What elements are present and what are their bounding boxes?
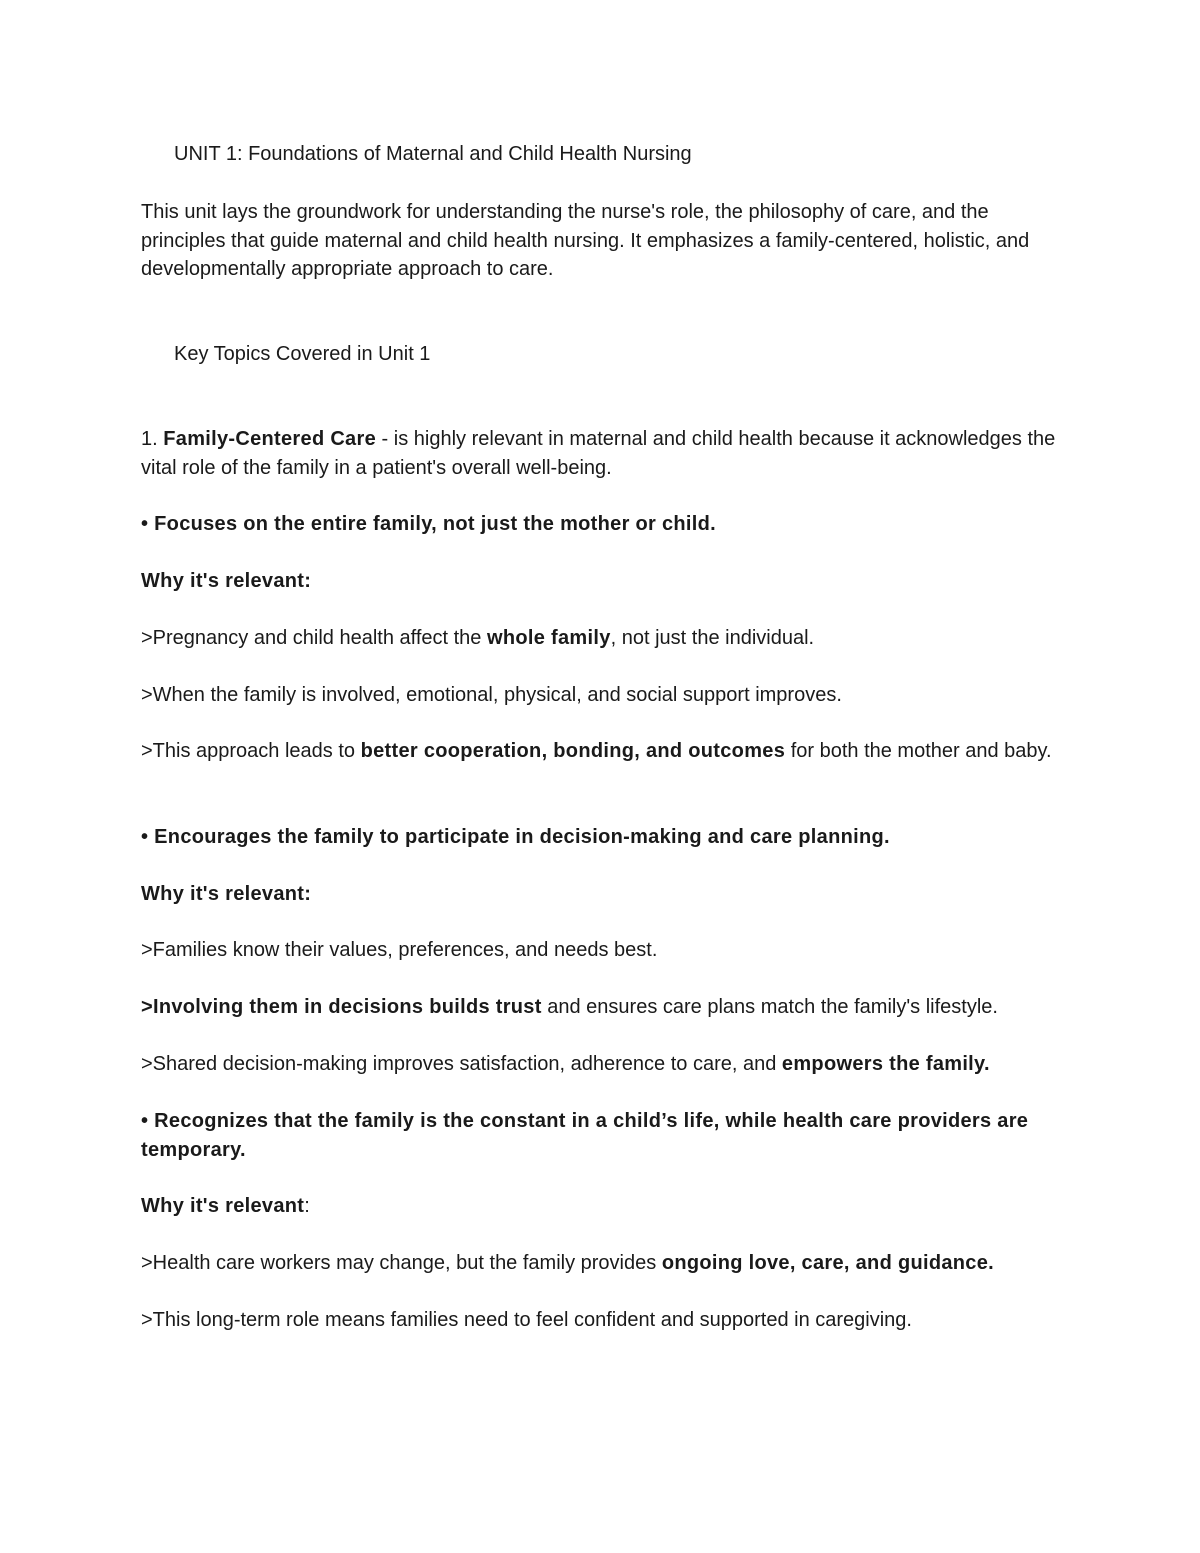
bullet-heading: • Encourages the family to participate in decision-making and care planning. [141,826,890,848]
topic-name: Family-Centered Care [163,428,376,450]
topic-1-paragraph [141,425,1071,482]
relevance-point: >Pregnancy and child health affect the whole family, not just the individual. [141,627,815,649]
why-relevant-label: Why it's relevant: [141,1195,310,1217]
relevance-point: >When the family is involved, emotional, physical, and social support improves. [141,684,842,706]
key-topics-heading: Key Topics Covered in Unit 1 [174,343,431,365]
bullet-heading: • Focuses on the entire family, not just the mother or child. [141,513,716,535]
relevance-point: >Health care workers may change, but the family provides ongoing love, care, and guidance. [141,1252,994,1274]
relevance-point: >Shared decision-making improves satisfaction, adherence to care, and empowers the family. [141,1053,990,1075]
topic-description: - is highly relevant in maternal and child health because it acknowledges the vital role of the family in a patient's overall well-being. [141,428,1056,479]
why-relevant-label: Why it's relevant: [141,570,312,592]
relevance-point: >This approach leads to better cooperation, bonding, and outcomes for both the mother and baby. [141,740,1052,762]
intro-paragraph: This unit lays the groundwork for understanding the nurse's role, the philosophy of care, and the principles that guide maternal and child health nursing. It emphasizes a family-centered, holistic, and developmentally appropriate approach to care. [141,201,1030,280]
why-relevant-label: Why it's relevant: [141,883,312,905]
topic-number: 1. [141,428,164,450]
relevance-point: >This long-term role means families need to feel confident and supported in caregiving. [141,1309,912,1331]
bullet-heading: • Recognizes that the family is the constant in a child’s life, while health care providers are temporary. [141,1110,1029,1161]
relevance-point: >Families know their values, preferences, and needs best. [141,939,658,961]
relevance-point: >Involving them in decisions builds trust and ensures care plans match the family's lifestyle. [141,996,998,1018]
page-title: UNIT 1: Foundations of Maternal and Child Health Nursing [174,143,692,165]
